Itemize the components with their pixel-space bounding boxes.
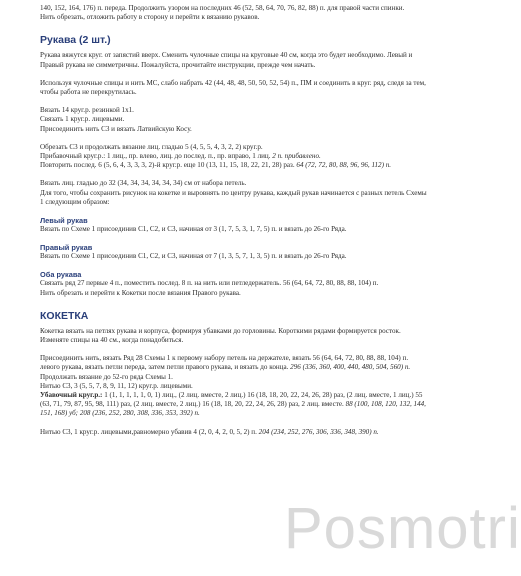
sleeves-knit-row: Связать 1 круг.р. лицевыми. xyxy=(40,115,125,124)
yoke-decrease-row: Убавочный круг.р.: 1 (1, 1, 1, 1, 1, 0, 1) лиц., (2 лиц. вместе, 2 лиц.) 16 (18, 18, 20, 22, 24, 26, 28) раз, (2 лиц. вместе, 1 лиц.) 55 (63, 71, 79, 87, 95, 98, 111) раз, (2 лиц. вместе, 2 лиц.) 16 (18, 18, 20, 22, 24, 26, 28) раз, 2 лиц. вместе. 88 (100, 108, 120, 132, 144, 151, 168) уб; 208 (236, 252, 280, 308, 336, 353, 392) п. xyxy=(40,391,426,418)
intro-paragraph-2: Нить обрезать, отложить работу в сторону и перейти к вязанию рукавов. xyxy=(40,13,260,22)
yoke-final-row: Нитью С3, 1 круг.р. лицевыми,равномерно убавив 4 (2, 0, 4, 2, 0, 5, 2) п. 204 (234, 252, 276, 306, 336, 348, 390) п. xyxy=(40,427,379,436)
yoke-join: Присоединить нить, вязать Ряд 28 Схемы 1 к первому набору петель на держателе, вязать 56 (64, 64, 72, 80, 88, 88, 104) п. левого рукава, вязать петли переда, затем петли правого рукава, и вязать до конца. 296 (336, 360, 400, 440, 480, 504, 560) п. xyxy=(40,354,411,372)
sleeves-intro: Рукава вяжутся круг. от запястий вверх. Сменить чулочные спицы на круговые 40 см, когда это будет необходимо. Левый и Правый рукава не симметричны. Пожалуйста, прочитайте инструкции, прежде чем начать. xyxy=(40,51,413,69)
sleeves-length: Вязать лиц. гладью до 32 (34, 34, 34, 34, 34, 34) см от набора петель. xyxy=(40,179,247,188)
sleeves-cast-on: Используя чулочные спицы и нить МС, слабо набрать 42 (44, 48, 48, 50, 50, 52, 54) п., ПМ и соединить в круг. ряд, следя за тем, чтобы работа не перекрутилась. xyxy=(40,78,426,97)
both-sleeves-text-2: Нить обрезать и перейти к Кокетки после вязания Правого рукава. xyxy=(40,288,241,297)
left-sleeve-heading: Левый рукав xyxy=(40,216,88,226)
sleeves-repeat: Повторить послед. 6 (5, 6, 4, 3, 3, 3, 2)-й круг.р. еще 10 (13, 11, 15, 18, 22, 21, 28) раз. 64 (72, 72, 80, 88, 96, 96, 112) п. xyxy=(40,161,392,170)
sleeves-stockinette: Обрезать С3 и продолжать вязание лиц. гладью 5 (4, 5, 5, 4, 3, 2, 2) круг.р. xyxy=(40,142,263,151)
sleeves-braid: Присоединить нить С3 и вязать Латвийскую Косу. xyxy=(40,124,192,133)
sleeves-heading: Рукава (2 шт.) xyxy=(40,34,111,47)
both-sleeves-heading: Оба рукава xyxy=(40,270,82,280)
sleeves-pattern-note: Для того, чтобы сохранить рисунок на кокетке и выровнять по центру рукава, каждый рукав начинается с разных петель Схемы 1 следующим образом: xyxy=(40,188,427,206)
intro-paragraph: 140, 152, 164, 176) п. переда. Продолжить узором на последних 46 (52, 58, 64, 70, 76, 82, 88) п. для правой части спинки. xyxy=(40,4,405,12)
both-sleeves-text: Связать ряд 27 первые 4 п., поместить послед. 8 п. на нить или петледержатель. 56 (64, 64, 72, 80, 88, 88, 104) п. xyxy=(40,279,379,288)
document-page xyxy=(40,4,428,437)
right-sleeve-heading: Правый рукав xyxy=(40,243,93,253)
watermark-text: Posmotri xyxy=(284,496,521,561)
sleeves-increase-row: Прибавочный круг.р.: 1 лиц., пр. влево, лиц. до послед. п., пр. вправо, 1 лиц. 2 п. прибавлено. xyxy=(40,152,321,161)
yoke-continue: Продолжать вязание до 52-го ряда Схемы 1. xyxy=(40,372,173,381)
right-sleeve-text: Вязать по Схеме 1 присоединив С1, С2, и С3, начиная от 7 (1, 3, 5, 7, 1, 3, 5) п. и вязать до 26-го Ряда. xyxy=(40,252,347,261)
yoke-intro: Кокетка вязать на петлях рукава и корпуса, формируя убавками до горловины. Короткими рядами формируется росток. Изменяте спицы на 40 см., когда понадобиться. xyxy=(40,326,401,345)
sleeves-rib: Вязать 14 круг.р. резинкой 1х1. xyxy=(40,106,134,115)
left-sleeve-text: Вязать по Схеме 1 присоединив С1, С2, и С3, начиная от 3 (1, 7, 5, 3, 1, 7, 5) п. и вязать до 26-го Ряда. xyxy=(40,225,347,234)
watermark xyxy=(238,494,521,576)
yoke-c3-rows: Нитью С3, 3 (5, 5, 7, 8, 9, 11, 12) круг.р. лицевыми. xyxy=(40,381,193,390)
yoke-heading: КОКЕТКА xyxy=(40,309,89,322)
